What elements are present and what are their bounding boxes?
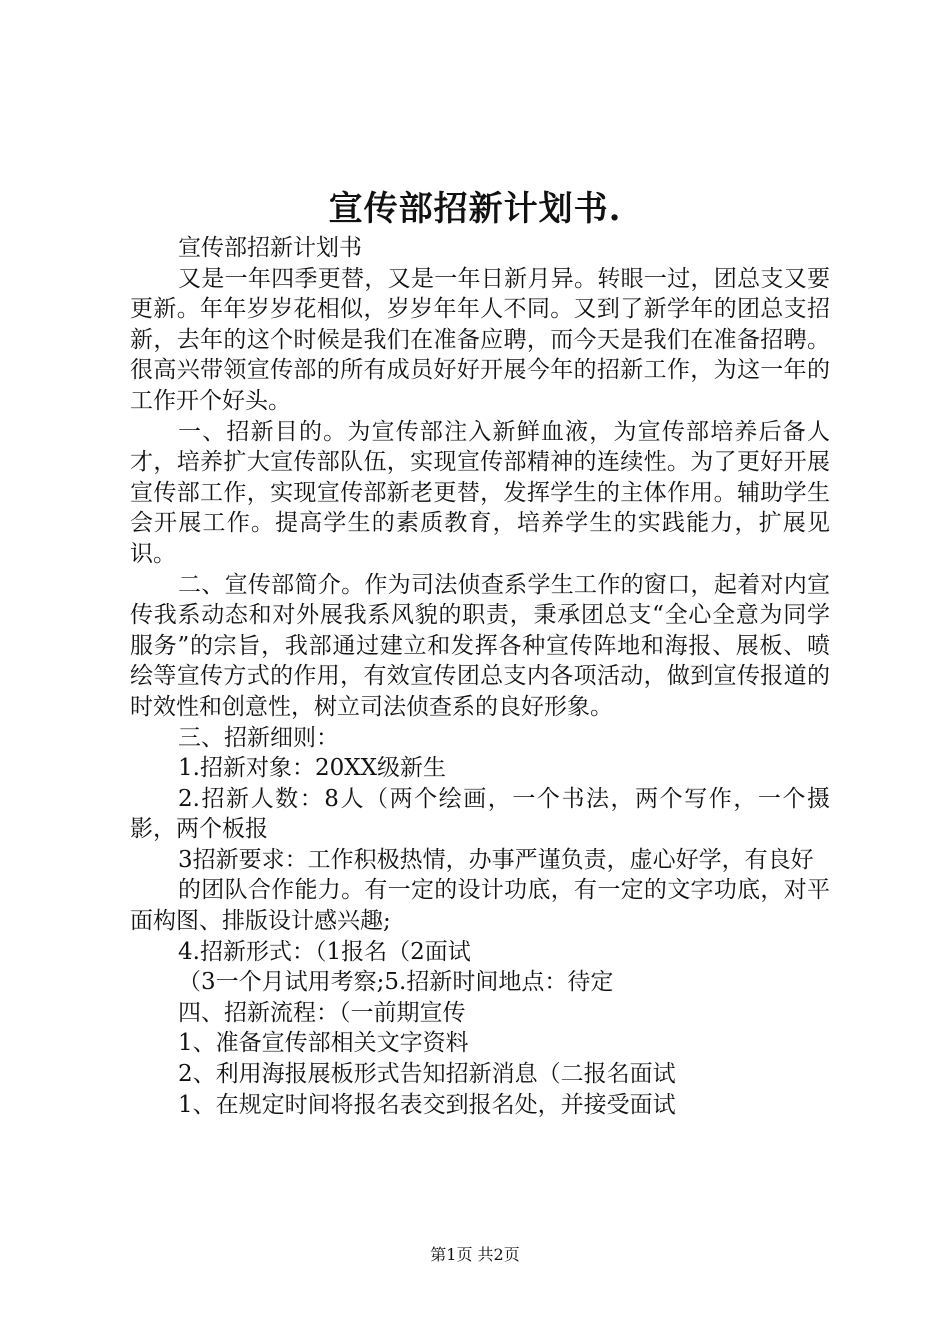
paragraph-section-3-heading: 三、招新细则：: [178, 724, 339, 751]
paragraph-section-4-heading: 四、招新流程：（一前期宣传: [178, 999, 466, 1026]
paragraph-item-4: 4.招新形式：（1报名（2面试: [178, 938, 471, 965]
paragraph-step-2: 2、利用海报展板形式告知招新消息（二报名面试: [178, 1061, 676, 1088]
document-title: 宣传部招新计划书.: [328, 189, 622, 229]
paragraph-section-2: 二、宣传部简介。作为司法侦查系学生工作的窗口，起着对内宣传我系动态和对外展我系风貌的职责，秉承团总支“全心全意为同学服务”的宗旨，我部通过建立和发挥各种宣传阵地和海报、展板、喷绘等宣传方式的作用，有效宣传团总支内各项活动，做到宣传报道的时效性和创意性，树立司法侦查系的良好形象。: [130, 571, 830, 720]
paragraph-item-1: 1.招新对象：20XX级新生: [178, 755, 446, 782]
paragraph-item-3-continued: 的团队合作能力。有一定的设计功底，有一定的文字功底，对平面构图、排版设计感兴趣;: [130, 877, 830, 935]
paragraph-subtitle: 宣传部招新计划书: [178, 235, 362, 261]
paragraph-item-2: 2.招新人数：8人（两个绘画，一个书法，两个写作，一个摄影，两个板报: [130, 785, 830, 843]
page-footer: 第1页 共2页: [430, 1245, 520, 1264]
document-body: [130, 233, 830, 1120]
paragraph-step-3: 1、在规定时间将报名表交到报名处，并接受面试: [178, 1091, 676, 1118]
paragraph-item-4-continued: （3一个月试用考察;5.招新时间地点：待定: [178, 969, 614, 996]
paragraph-item-3: 3招新要求：工作积极热情，办事严谨负责，虚心好学，有良好: [178, 846, 814, 873]
paragraph-intro: 又是一年四季更替，又是一年日新月异。转眼一过，团总支又要更新。年年岁岁花相似，岁岁年年人不同。又到了新学年的团总支招新，去年的这个时候是我们在准备应聘，而今天是我们在准备招聘。很高兴带领宣传部的所有成员好好开展今年的招新工作，为这一年的工作开个好头。: [130, 265, 830, 414]
paragraph-section-1: 一、招新目的。为宣传部注入新鲜血液，为宣传部培养后备人才，培养扩大宣传部队伍，实现宣传部精神的连续性。为了更好开展宣传部工作，实现宣传部新老更替，发挥学生的主体作用。辅助学生会开展工作。提高学生的素质教育，培养学生的实践能力，扩展见识。: [130, 418, 830, 567]
paragraph-step-1: 1、准备宣传部相关文字资料: [178, 1030, 469, 1057]
